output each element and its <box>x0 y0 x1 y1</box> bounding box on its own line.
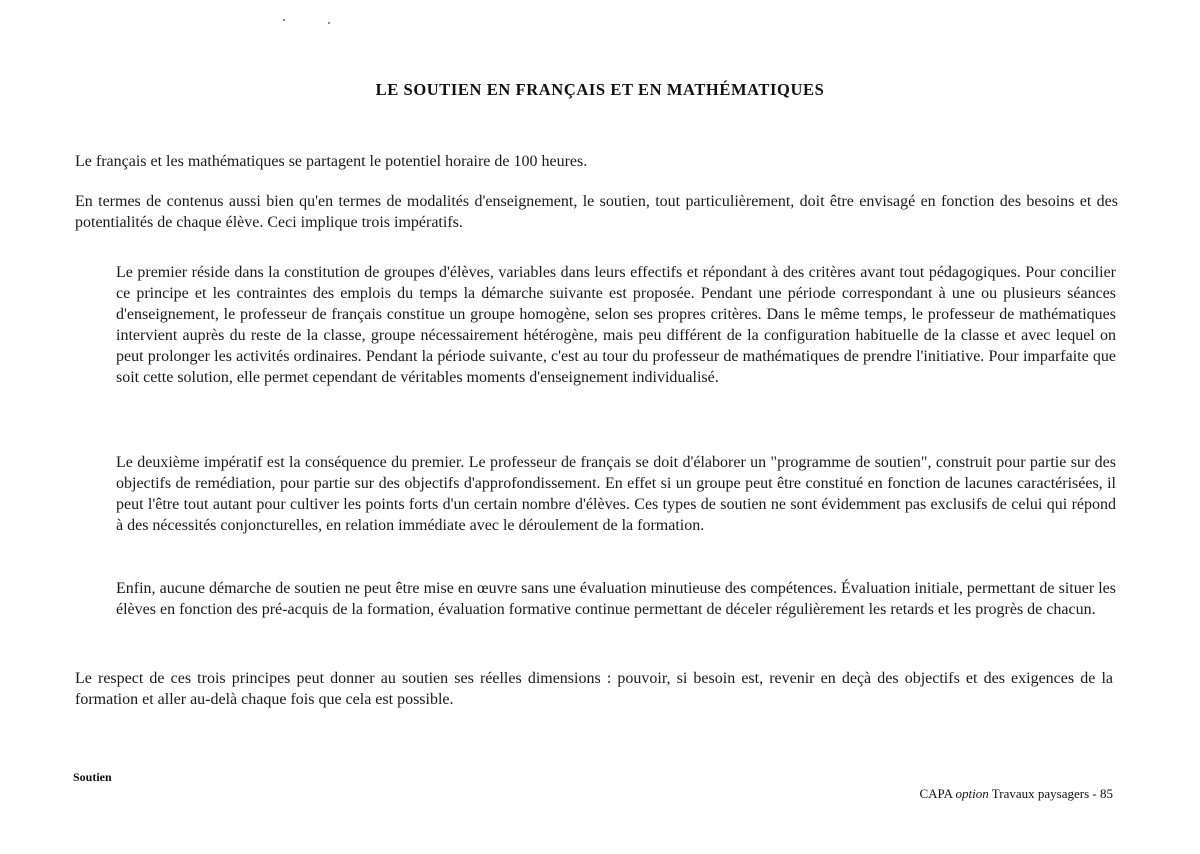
footer-separator: - <box>1092 786 1097 801</box>
scan-speck <box>283 19 285 21</box>
footer-program: CAPA <box>919 786 953 801</box>
footer-page-info <box>0 786 1113 802</box>
scan-speck <box>328 22 330 24</box>
imperative-paragraph: Enfin, aucune démarche de soutien ne peut être mise en œuvre sans une évaluation minutieuse des compétences. Évaluation initiale, permettant de situer les élèves en fonction des pré-acquis de la formation, évaluation formative continue permettant de déceler régulièrement les retards et les progrès de chacun. <box>116 580 1116 618</box>
imperative-paragraph: Le deuxième impératif est la conséquence du premier. Le professeur de français se doit d'élaborer un "programme de soutien", construit pour partie sur des objectifs de remédiation, pour partie sur des objectifs d'approfondissement. En effet si un groupe peut être constitué en fonction de lacunes caractérisées, il peut l'être tout autant pour cultiver les points forts d'un certain nombre d'élèves. Ces types de soutien ne sont évidemment pas exclusifs de celui qui répond à des nécessités conjoncturelles, en relation immédiate avec le déroulement de la formation. <box>116 454 1116 534</box>
footer-program-name: Travaux paysagers <box>991 786 1090 801</box>
footer-page-number: 85 <box>1100 786 1113 801</box>
footer-section-label: Soutien <box>73 770 112 784</box>
intro-paragraph: En termes de contenus aussi bien qu'en termes de modalités d'enseignement, le soutien, tout particulièrement, doit être envisagé en fonction des besoins et des potentialités de chaque élève. Ceci implique trois impératifs. <box>75 193 1118 231</box>
imperative-paragraph: Le premier réside dans la constitution de groupes d'élèves, variables dans leurs effectifs et répondant à des critères avant tout pédagogiques. Pour concilier ce principe et les contraintes des emplois du temps la démarche suivante est proposée. Pendant une période correspondant à une ou plusieurs séances d'enseignement, le professeur de français constitue un groupe homogène, selon ses propres critères. Dans le même temps, le professeur de mathématiques intervient auprès du reste de la classe, groupe nécessairement hétérogène, mais peu différent de la configuration habituelle de la classe et avec lequel on peut prolonger les activités ordinaires. Pendant la période suivante, c'est au tour du professeur de mathématiques de prendre l'initiative. Pour imparfaite que soit cette solution, elle permet cependant de véritables moments d'enseignement individualisé. <box>116 264 1116 386</box>
page-title: LE SOUTIEN EN FRANÇAIS ET EN MATHÉMATIQUES <box>375 80 825 99</box>
intro-paragraph: Le français et les mathématiques se partagent le potentiel horaire de 100 heures. <box>75 153 588 170</box>
footer-option-word: option <box>955 786 989 801</box>
conclusion-paragraph: Le respect de ces trois principes peut donner au soutien ses réelles dimensions : pouvoir, si besoin est, revenir en deçà des objectifs et des exigences de la formation et aller au-delà chaque fois que cela est possible. <box>75 670 1113 708</box>
